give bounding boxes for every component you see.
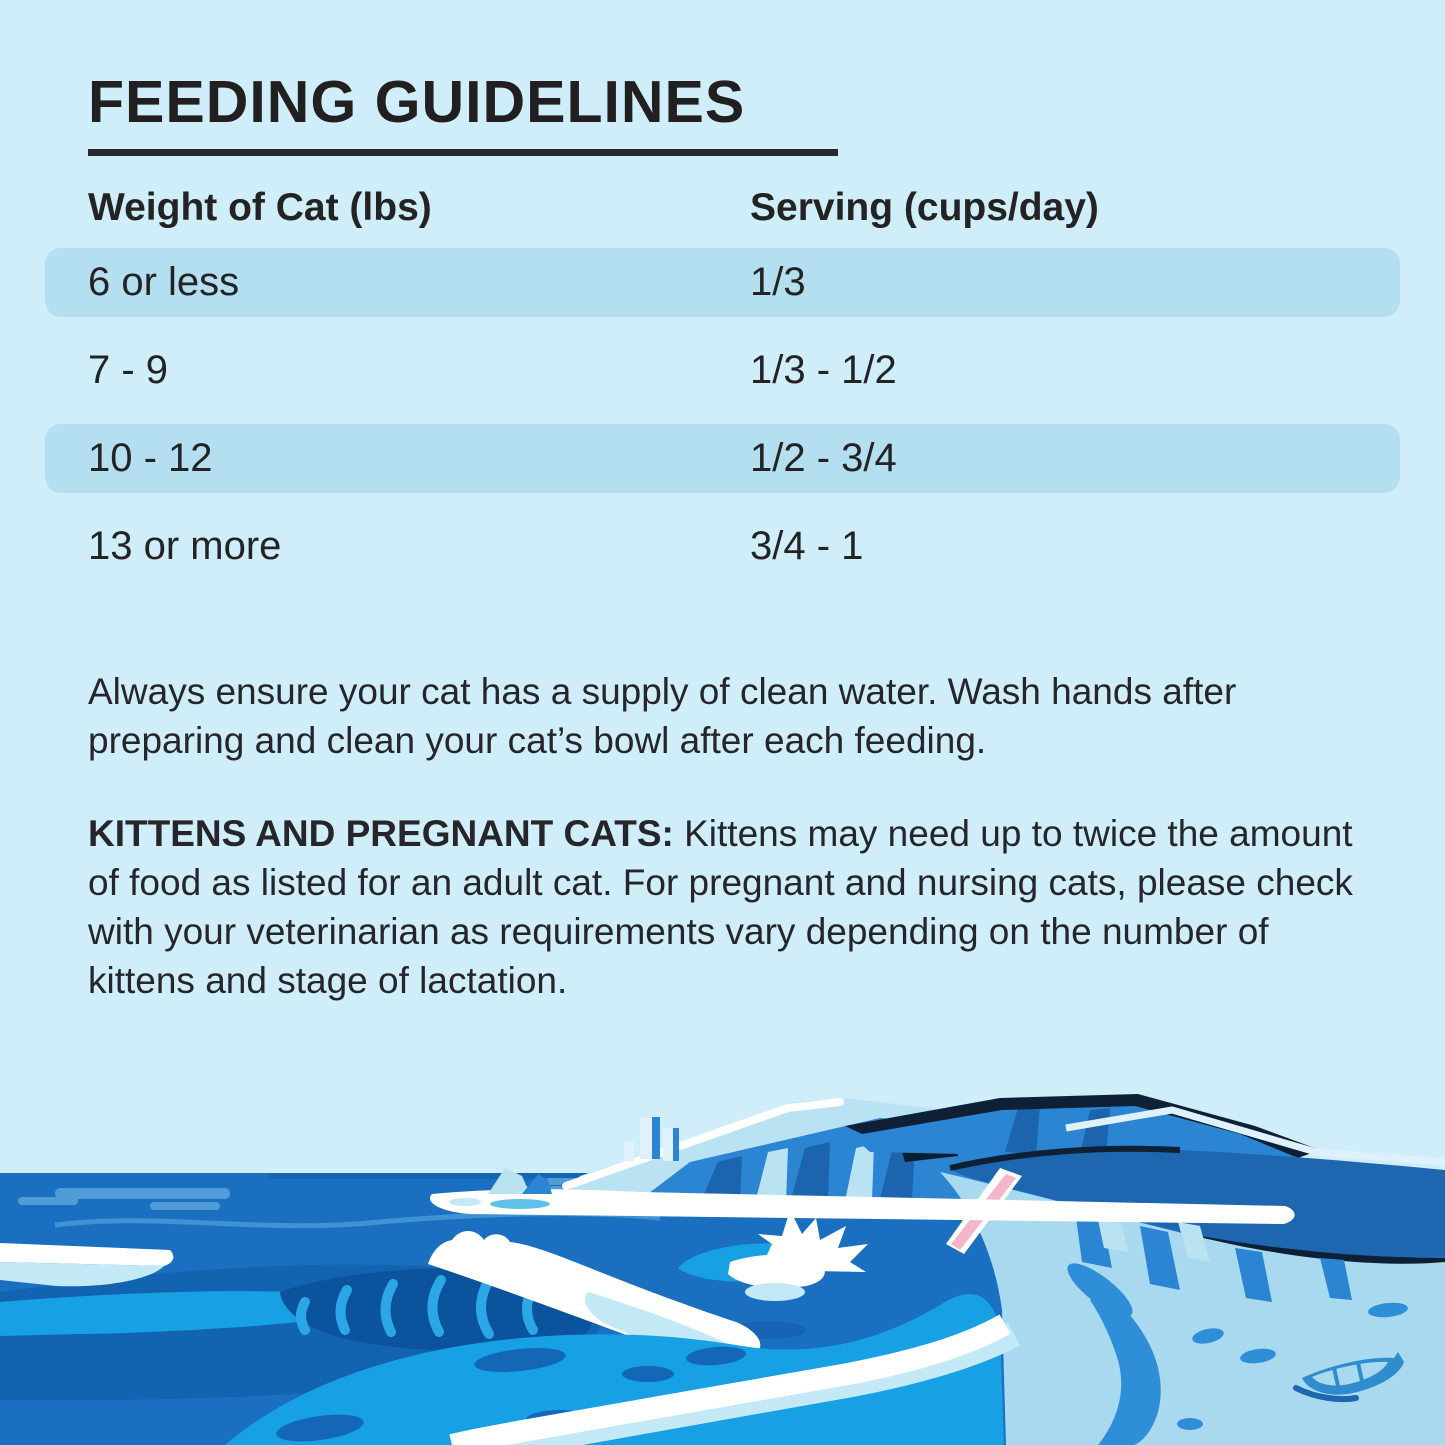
- kittens-paragraph-lead: KITTENS AND PREGNANT CATS:: [88, 813, 674, 854]
- weight-cell: 7 - 9: [88, 348, 169, 392]
- feeding-table: [45, 248, 1400, 600]
- weight-cell: 13 or more: [88, 524, 282, 568]
- table-header: [88, 186, 1400, 230]
- weight-cell: 6 or less: [88, 260, 240, 304]
- table-row: [45, 336, 1400, 405]
- table-row: [45, 248, 1400, 317]
- serving-cell: 1/3: [750, 260, 806, 304]
- serving-cell: 3/4 - 1: [750, 524, 864, 568]
- page-title: FEEDING GUIDELINES: [88, 69, 746, 135]
- coastal-illustration: [0, 1080, 1445, 1445]
- serving-cell: 1/3 - 1/2: [750, 348, 897, 392]
- column-header-weight: Weight of Cat (lbs): [88, 186, 432, 229]
- table-row: [45, 512, 1400, 581]
- table-row: [45, 424, 1400, 493]
- clifftop-buildings: [624, 1117, 679, 1161]
- kittens-paragraph: [88, 809, 1368, 1005]
- serving-cell: 1/2 - 3/4: [750, 436, 897, 480]
- title-underline: [88, 149, 838, 156]
- kittens-paragraph-text: Kittens may need up to twice the amount of food as listed for an adult cat. For pregnant and nursing cats, please check with your veterinarian as requirements vary depending on the number of kittens and stage of lactation.: [88, 813, 1353, 1001]
- column-header-serving: Serving (cups/day): [750, 186, 1099, 229]
- weight-cell: 10 - 12: [88, 436, 213, 480]
- water-advice-paragraph: Always ensure your cat has a supply of clean water. Wash hands after preparing and clean your cat’s bowl after each feeding.: [88, 671, 1237, 761]
